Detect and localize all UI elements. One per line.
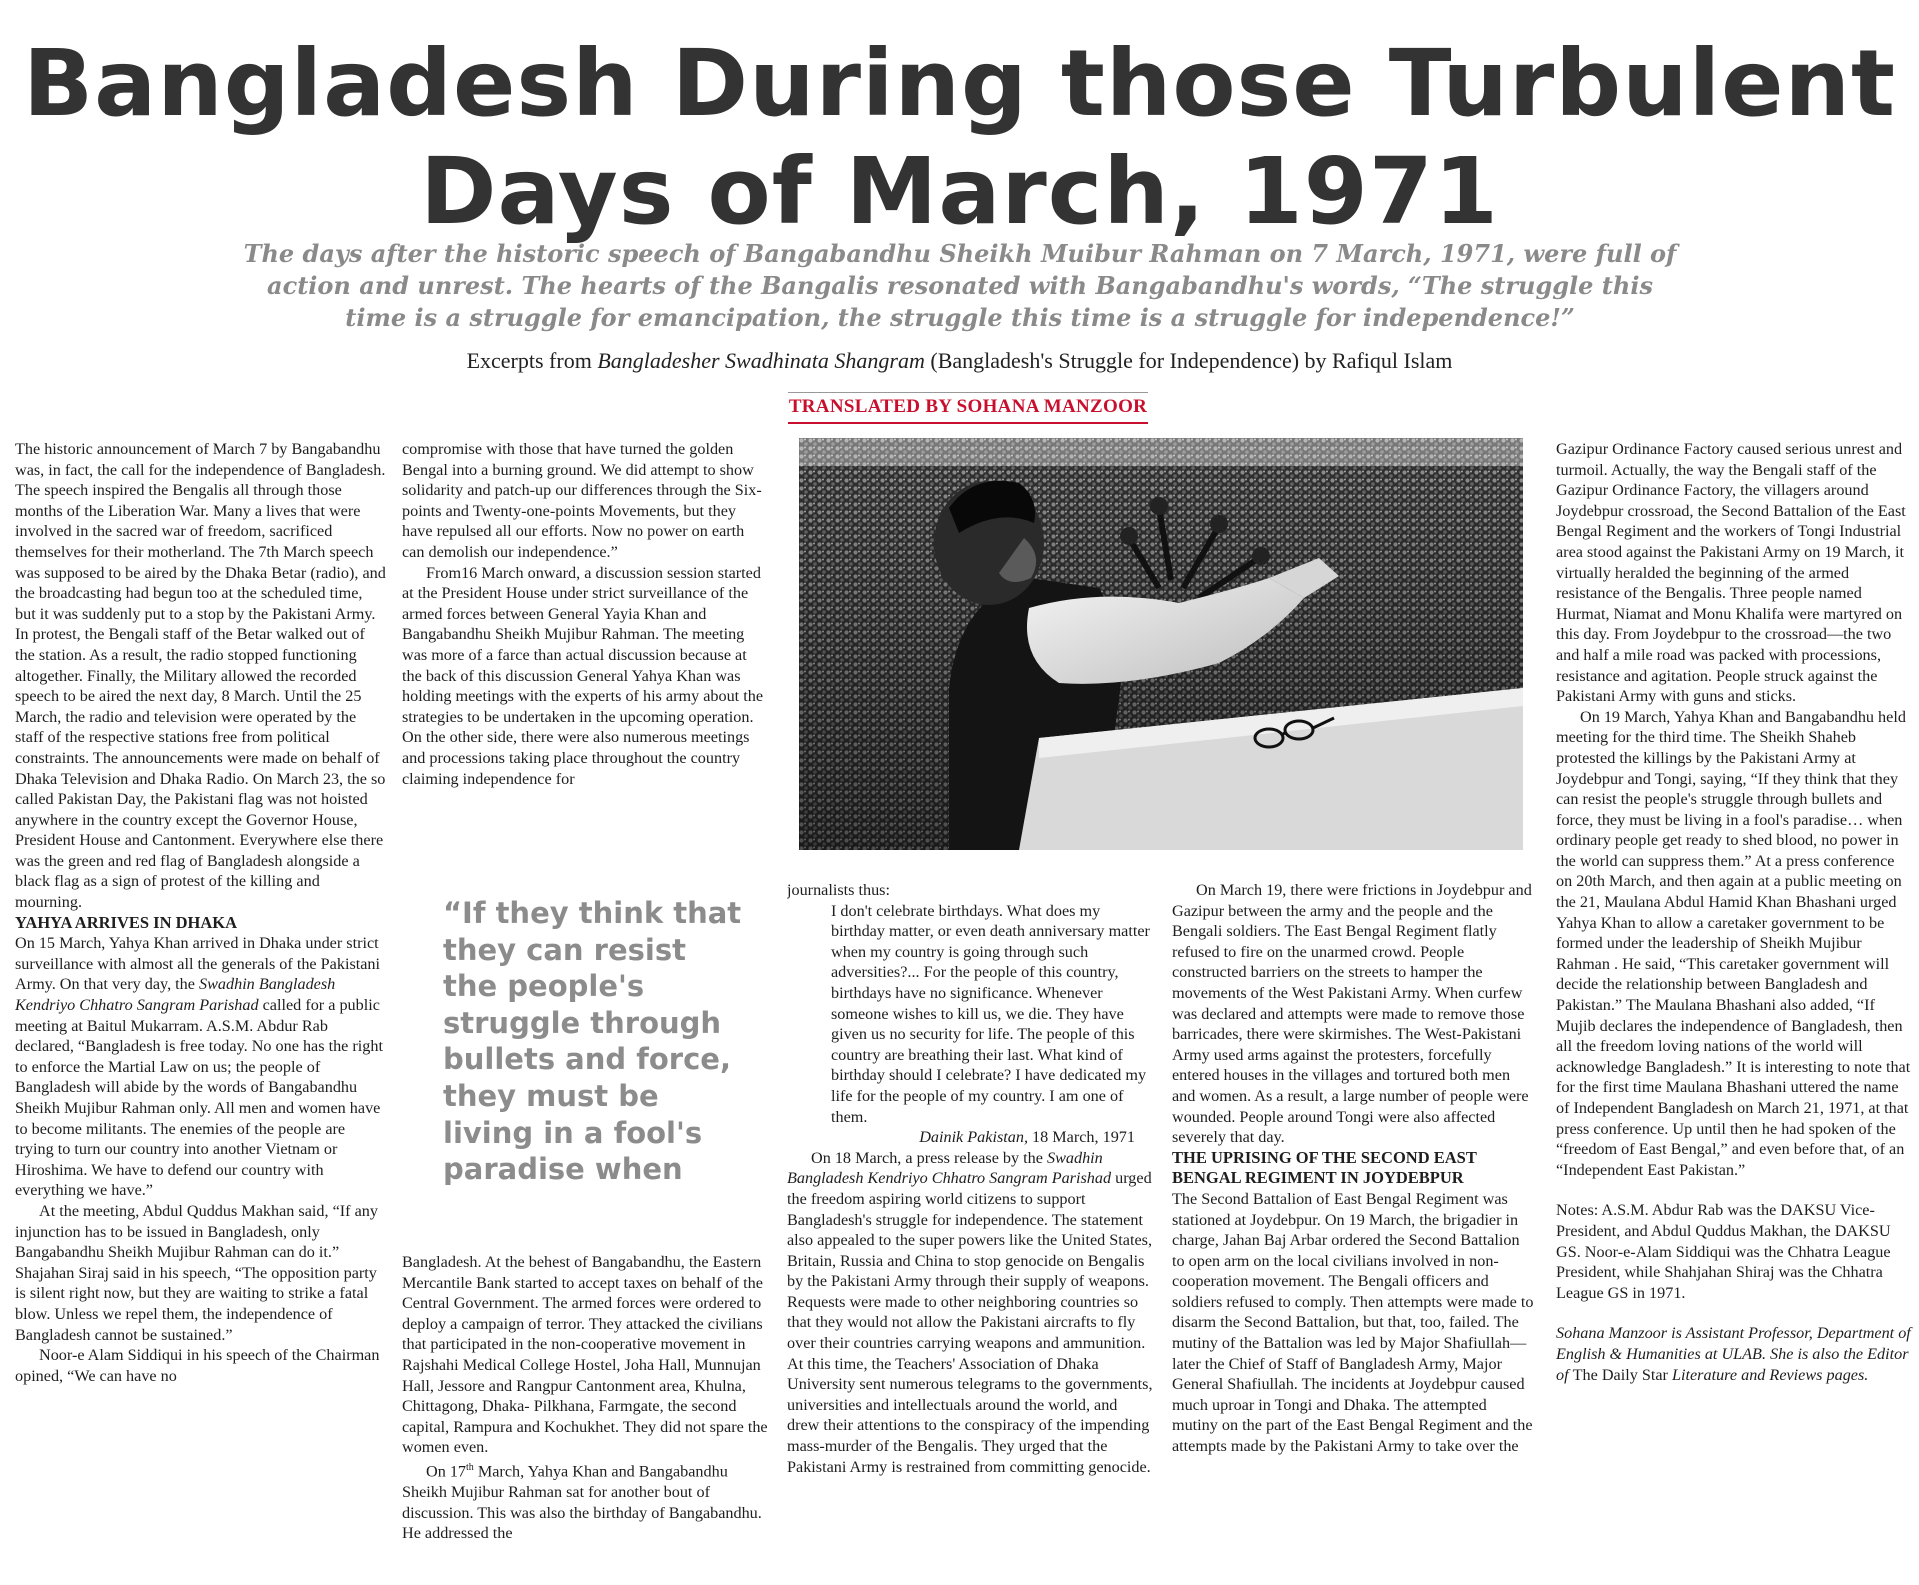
newspaper-name: The Daily Star (1572, 1365, 1668, 1384)
spacer (1556, 1303, 1914, 1323)
book-title: Bangladesher Swadhinata Shangram (597, 348, 925, 373)
paragraph (15, 933, 387, 1201)
paragraph: On 19 March, Yahya Khan and Bangabandhu held meeting for the third time. The Sheikh Shaheb protested the killings by the Pakistani Army at Joydebpur and Tongi, saying, “If they think that they can resist the people's struggle through bullets and force, they must be living in a fool's paradise… when ordinary people get ready to shed blood, no power in the world can suppress them.” At a press conference on 20th March, and then again at a public meeting on the 21, Maulana Abdul Hamid Khan Bhashani urged Yahya Khan to allow a caretaker government to be formed under the leadership of Sheikh Mujibur Rahman . He said, “This caretaker government will decide the relationship between Bangladesh and Pakistan.” The Maulana Bhashani also added, “If Mujib declares the independence of Bangladesh, then all the freedom loving nations of the world will acknowledge Bangladesh.” It is interesting to note that for the first time Maulana Bhashani uttered the name of Independent Bangladesh on March 21, 1971, at that press conference. Up until then he had spoken of the “freedom of East Bengal,” and even before that, of an “Independent East Pakistan.” (1556, 707, 1911, 1179)
paragraph: At the meeting, Abdul Quddus Makhan said, “If any injunction has to be issued in Bangladesh, only Bangabandhu Sheikh Mujibur Rahman can do it.” Shajahan Siraj said in his speech, “The opposition party is silent right now, but they are waiting to strike a fatal blow. Unless we repel them, the independence of Bangladesh cannot be sustained.” (15, 1201, 378, 1344)
article-column-5 (1556, 439, 1914, 1585)
paragraph (402, 1458, 770, 1544)
article-title: Bangladesh During those Turbulent Days of March, 1971 (23, 30, 1896, 245)
text-run: Sohana Manzoor is Assistant Professor, Department of English & Humanities at ULAB. She is also the Editor of (1556, 1324, 1911, 1384)
text-run: March, Yahya Khan and Bangabandhu Sheikh Mujibur Rahman sat for another bout of discussion. This was also the birthday of Bangabandhu. He addressed the (402, 1462, 762, 1543)
text-run: Literature and Reviews pages. (1667, 1365, 1869, 1384)
paragraph: Gazipur Ordinance Factory caused serious unrest and turmoil. Actually, the way the Bengali staff of the Gazipur Ordinance Factory, the villagers around Joydebpur crossroad, the Second Battalion of the East Bengal Regiment and the workers of Tongi Industrial area stood against the Pakistani Army on 19 March, it virtually heralded the beginning of the armed resistance of the Bengalis. Three people named Hurmat, Niamat and Monu Khalifa were martyred on this day. From Joydebpur to the crossroad—the two and half a mile road was packed with processions, resistance and agitation. People struck against the Pakistani Army with guns and sticks. (1556, 440, 1906, 706)
paragraph: Bangladesh. At the behest of Bangabandhu, the Eastern Mercantile Bank started to accept taxes on behalf of the Central Government. The armed forces were ordered to deploy a campaign of terror. They attacked the civilians that participated in the non-cooperative movement in Rajshahi Medical College Hostel, Joha Hall, Munnujan Hall, Jessore and Rangpur Cantonment area, Khulna, Chittagong, Dhaka- Pilkhana, Farmgate, the second capital, Rampura and Kochukhet. They did not spare the women even. (402, 1253, 768, 1457)
block-quote: I don't celebrate birthdays. What does my birthday matter, or even death anniversary matter when my country is going through such adversities?... For the people of this country, birthdays have no significance. Whenever someone wishes to kill us, we die. They have given us no security for life. The people of this country are breathing their last. What kind of birthday should I celebrate? I have dedicated my life for the people of my country. I am one of them. (831, 901, 1150, 1126)
quote-date: 18 March, 1971 (1028, 1128, 1135, 1147)
paragraph: The Second Battalion of East Bengal Regiment was stationed at Joydebpur. On 19 March, the brigadier in charge, Jahan Baj Arbar ordered the Second Battalion to open arm on the local civilians involved in non-cooperation movement. The Bengali officers and soldiers refused to comply. Then attempts were made to disarm the Second Battalion, but that, too, failed. The mutiny of the Battalion was led by Major Shafiullah—later the Chief of Staff of Bangladesh Army, Major General Shafiullah. The incidents at Joydebpur caused much uproar in Tongi and Dhaka. The attempted mutiny on the part of the East Bengal Regiment and the attempts made by the Pakistani Army to take over the (1172, 1189, 1534, 1456)
speech-photo-illustration (799, 438, 1523, 850)
translator-credit: TRANSLATED BY SOHANA MANZOOR (788, 392, 1148, 424)
article-column-4 (1172, 880, 1536, 1585)
section-heading: YAHYA ARRIVES IN DHAKA (15, 912, 238, 932)
text-run: On 17 (426, 1462, 467, 1481)
author-bio (1556, 1323, 1914, 1385)
excerpt-credit (0, 348, 1919, 374)
paragraph: On March 19, there were frictions in Joydebpur and Gazipur between the army and the people and the Bengali soldiers. The East Bengal Regiment flatly refused to fire on the unarmed crowd. People constructed barriers on the streets to hamper the movements of the West Pakistani Army. When curfew was declared and attempts were made to remove those barricades, there were skirmishes. The West-Pakistani Army used arms against the protesters, forcefully entered houses in the villages and tortured both men and women. As a result, a large number of people were wounded. People around Tongi were also affected severely that day. (1172, 881, 1532, 1147)
paragraph: journalists thus: (787, 881, 890, 899)
text-run: On 15 March, Yahya Khan arrived in Dhaka under strict surveillance with almost all the generals of the Pakistani Army. On that very day, the (15, 934, 381, 994)
excerpt-suffix: (Bangladesh's Struggle for Independence) by Rafiqul Islam (924, 348, 1453, 373)
excerpt-prefix: Excerpts from (466, 348, 598, 373)
paragraph (787, 1148, 1153, 1478)
text-run: On 18 March, a press release by the (811, 1148, 1047, 1167)
paragraph: compromise with those that have turned the golden Bengal into a burning ground. We did attempt to show solidarity and patch-up our differences through the Six-points and Twenty-one-points Movements, but they have repulsed all our efforts. Now no power on earth can demolish our independence.” (402, 440, 762, 561)
article-dek: The days after the historic speech of Bangabandhu Sheikh Muibur Rahman on 7 March, 1971, were full of action and unrest. The hearts of the Bangalis resonated with Bangabandhu's words, “The struggle this time is a struggle for emancipation, the struggle this time is a struggle for independence!” (243, 239, 1677, 332)
article-column-1 (15, 439, 387, 1585)
article-column-3 (787, 880, 1153, 1585)
paragraph: From16 March onward, a discussion session started at the President House under strict surveillance of the armed forces between General Yayia Khan and Bangabandhu Sheikh Mujibur Rahman. The meeting was more of a farce than actual discussion because at the back of this discussion General Yahya Khan was holding meetings with the experts of his army about the strategies to be undertaken in the upcoming operation. On the other side, there were also numerous meetings and processions taking place throughout the country claiming independence for (402, 563, 764, 788)
text-run: called for a public meeting at Baitul Mukarram. A.S.M. Abdur Rab declared, “Bangladesh is free today. No one has the right to enforce the Martial Law on us; the people of Bangladesh will abide by the words of Bangabandhu Sheikh Mujibur Rahman only. All men and women have to become militants. The enemies of the people are trying to turn our country into another Vietnam or Hiroshima. We have to defend our country with everything we have.” (15, 996, 383, 1200)
notes: Notes: A.S.M. Abdur Rab was the DAKSU Vice- President, and Abdul Quddus Makhan, the DAKSU GS. Noor-e-Alam Siddiqui was the Chhatra League President, while Shahjahan Shiraj was the Chhatra League GS in 1971. (1556, 1201, 1891, 1302)
pull-quote: “If they think that they can resist the people's struggle through bullets and force, they must be living in a fool's paradise when (443, 896, 742, 1187)
article-column-2-bottom (402, 1252, 770, 1585)
newspaper-name: Dainik Pakistan, (919, 1128, 1028, 1147)
organization-name: Swadhin Bangladesh Kendriyo Chhatro Sangram Parishad (787, 1148, 1112, 1188)
organization-name: Swadhin Bangladesh Kendriyo Chhatro Sangram Parishad (15, 975, 336, 1015)
section-heading: THE UPRISING OF THE SECOND EAST BENGAL REGIMENT IN JOYDEBPUR (1172, 1147, 1477, 1188)
paragraph: Noor-e Alam Siddiqui in his speech of the Chairman opined, “We can have no (15, 1346, 380, 1385)
ordinal-suffix: th (466, 1461, 474, 1473)
paragraph: The historic announcement of March 7 by Bangabandhu was, in fact, the call for the independence of Bangladesh. The speech inspired the Bengalis all through those months of the Liberation War. Many a lives that were involved in the sacred war of freedom, sacrificed themselves for their motherland. The 7th March speech was supposed to be aired by the Dhaka Betar (radio), and the broadcasting had begun too at the scheduled time, but it was suddenly put to a stop by the Pakistani Army. In protest, the Bengali staff of the Betar walked out of the station. As a result, the radio stopped functioning altogether. Finally, the Military allowed the recorded speech to be aired the next day, 8 March. Until the 25 March, the radio and television were operated by the staff of the respective stations free from political constraints. The announcements were made on behalf of Dhaka Television and Dhaka Radio. On March 23, the so called Pakistan Day, the Pakistani flag was not hoisted anywhere in the country except the Governor House, President House and Cantonment. Everywhere else there was the green and red flag of Bangladesh alongside a black flag as a sign of protest of the killing and mourning. (15, 440, 386, 912)
article-column-2-top (402, 439, 764, 859)
speech-photo (799, 438, 1523, 850)
quote-credit (787, 1127, 1153, 1148)
text-run: urged the freedom aspiring world citizens to support Bangladesh's struggle for independence. The statement also appealed to the super powers like the United States, Britain, Russia and China to stop genocide on Bengalis by the Pakistani Army through their supply of weapons. Requests were made to other neighboring countries so that they would not allow the Pakistani aircrafts to fly over their countries carrying weapons and ammunition. At this time, the Teachers' Association of Dhaka University sent numerous telegrams to the governments, universities and intellectuals around the world, and drew their attentions to the conspiracy of the impending mass-murder of the Bengalis. They urged that the Pakistani Army is restrained from committing genocide. (787, 1169, 1153, 1476)
spacer (1556, 1180, 1914, 1200)
